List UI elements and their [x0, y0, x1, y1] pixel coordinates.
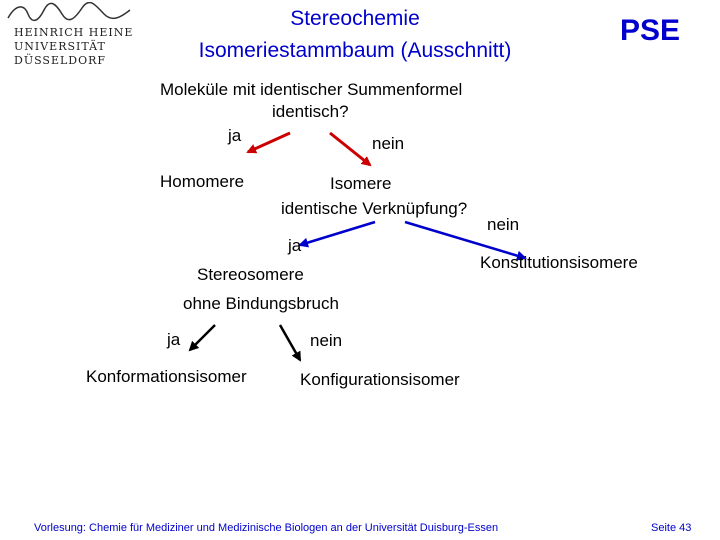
node-konfigurationsisomer: Konfigurationsisomer [300, 370, 460, 389]
label-ja-2: ja [288, 236, 302, 255]
question-bindungsbruch: ohne Bindungsbruch [183, 294, 339, 313]
node-konstitutionsisomere: Konstitutionsisomere [480, 253, 638, 272]
logo-line-1: HEINRICH HEINE [14, 26, 134, 39]
arrow-nein-konfiguration [280, 325, 300, 360]
arrow-ja-homomere [248, 133, 290, 152]
question-verknuepfung: identische Verknüpfung? [281, 199, 468, 218]
logo-line-3: DÜSSELDORF [14, 54, 107, 67]
footer-page-number: Seite 43 [651, 522, 692, 534]
pse-badge: PSE [620, 14, 681, 47]
footer-lecture: Vorlesung: Chemie für Mediziner und Medizinische Biologen an der Universität Duisburg-Essen [34, 522, 499, 534]
page-title-line-1: Stereochemie [290, 7, 420, 30]
node-stereoisomere: Stereosomere [197, 265, 304, 284]
label-nein-2: nein [487, 215, 520, 234]
arrow-nein-isomere [330, 133, 370, 165]
page-title-line-2: Isomeriestammbaum (Ausschnitt) [198, 39, 512, 62]
question-identisch: identisch? [272, 102, 349, 121]
label-ja-3: ja [167, 330, 181, 349]
label-nein-3: nein [310, 331, 343, 350]
logo-line-2: UNIVERSITÄT [14, 40, 106, 53]
node-konformationsisomer: Konformationsisomer [86, 367, 247, 386]
label-nein-1: nein [372, 134, 405, 153]
arrow-ja-stereo [300, 222, 375, 245]
root-label: Moleküle mit identischer Summenformel [160, 80, 463, 99]
node-homomere: Homomere [160, 172, 245, 191]
arrow-ja-konformation [190, 325, 215, 350]
node-isomere: Isomere [330, 174, 392, 193]
label-ja-1: ja [228, 126, 242, 145]
